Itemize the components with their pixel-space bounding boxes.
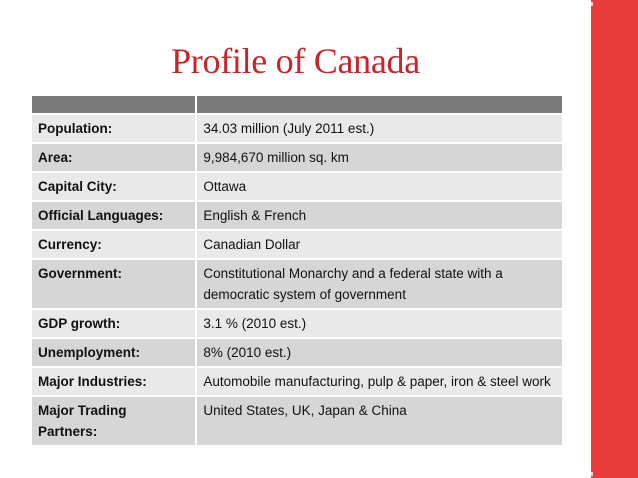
row-value: Automobile manufacturing, pulp & paper, iron & steel work bbox=[196, 367, 563, 396]
table-row bbox=[32, 338, 563, 367]
row-value: United States, UK, Japan & China bbox=[196, 396, 563, 446]
table-row bbox=[32, 143, 563, 172]
table-row bbox=[32, 201, 563, 230]
table-row bbox=[32, 259, 563, 309]
table-row bbox=[32, 367, 563, 396]
band-mark bbox=[591, 472, 593, 476]
row-label: Area: bbox=[32, 143, 196, 172]
table-row bbox=[32, 172, 563, 201]
row-value: 8% (2010 est.) bbox=[196, 338, 563, 367]
header-cell-value bbox=[196, 96, 563, 114]
row-value: Constitutional Monarchy and a federal state with a democratic system of government bbox=[196, 259, 563, 309]
row-label: Currency: bbox=[32, 230, 196, 259]
row-label: Population: bbox=[32, 114, 196, 143]
row-label: Government: bbox=[32, 259, 196, 309]
table-header-row bbox=[32, 96, 563, 114]
table-row bbox=[32, 230, 563, 259]
row-value: Canadian Dollar bbox=[196, 230, 563, 259]
slide-title: Profile of Canada bbox=[171, 41, 420, 81]
row-value: 9,984,670 million sq. km bbox=[196, 143, 563, 172]
row-value: English & French bbox=[196, 201, 563, 230]
row-label: Major Industries: bbox=[32, 367, 196, 396]
row-value: Ottawa bbox=[196, 172, 563, 201]
row-value: 34.03 million (July 2011 est.) bbox=[196, 114, 563, 143]
table-row bbox=[32, 396, 563, 446]
row-label: Capital City: bbox=[32, 172, 196, 201]
table-row bbox=[32, 114, 563, 143]
row-label: GDP growth: bbox=[32, 309, 196, 338]
row-label: Unemployment: bbox=[32, 338, 196, 367]
band-mark bbox=[591, 2, 593, 6]
table-row bbox=[32, 309, 563, 338]
row-value: 3.1 % (2010 est.) bbox=[196, 309, 563, 338]
profile-table bbox=[32, 96, 564, 447]
row-label: Major Trading Partners: bbox=[32, 396, 196, 446]
row-label: Official Languages: bbox=[32, 201, 196, 230]
accent-band bbox=[591, 0, 638, 478]
header-cell-label bbox=[32, 96, 196, 114]
